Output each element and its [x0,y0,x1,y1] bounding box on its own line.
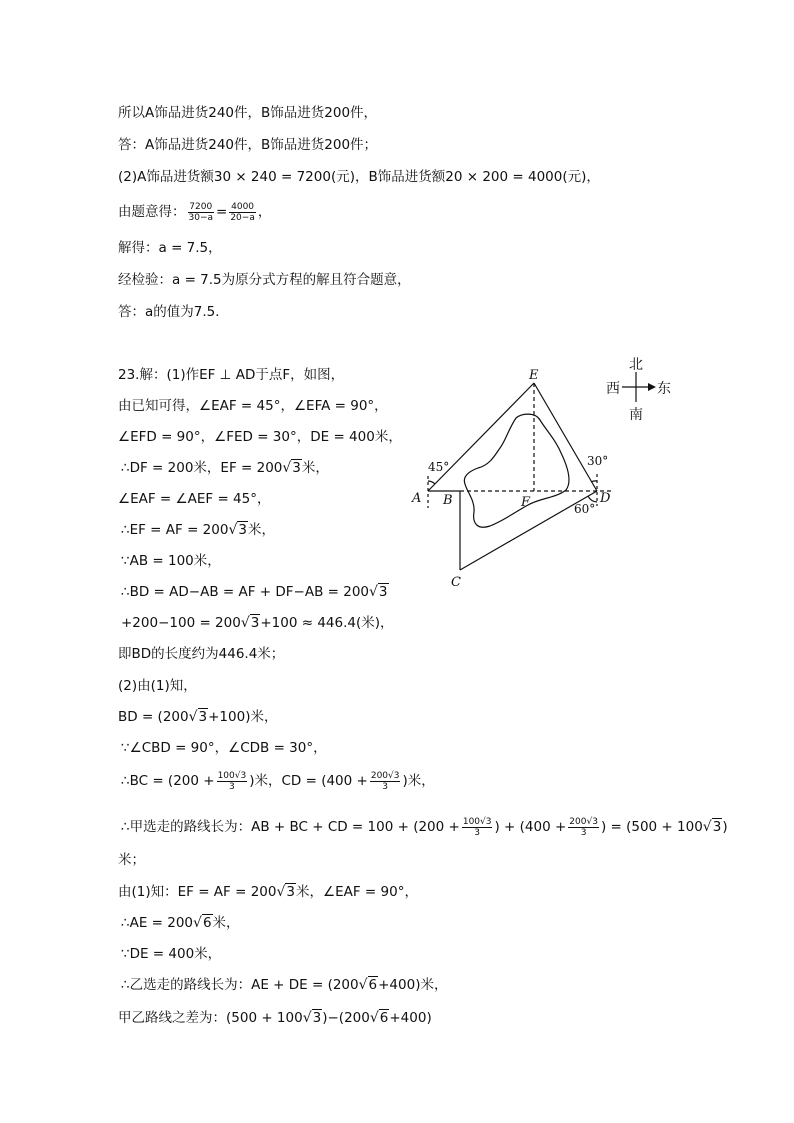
fraction [188,202,215,223]
fraction-denominator: 30−a [188,212,214,223]
fraction-numerator: 4000 [231,201,255,212]
fraction-numerator: 100√3 [217,770,247,781]
text-span: )米， [402,773,435,789]
text-span: )−(200 [322,1010,370,1026]
sqrt-arg: 3 [286,884,295,900]
angle-30-label: 30° [587,454,609,468]
sqrt-arg: 6 [368,977,378,993]
compass-south: 南 [629,407,643,423]
text-span: +100)米， [208,709,278,725]
text-span: ) [722,819,728,835]
text-span: 米， [301,460,329,476]
text-line [121,520,275,540]
label-E: E [529,368,539,383]
text-line: ∵∠CBD = 90°，∠CDB = 30°， [121,740,327,756]
text-span: ∴甲选走的路线长为：AB + BC + CD = 100 + (200 + [121,819,460,835]
sqrt: √6 [358,977,378,993]
lake-outline [464,414,569,527]
sqrt-arg: 3 [292,460,301,476]
fraction [229,202,256,223]
sqrt-arg: 3 [312,1010,322,1026]
text-span: ∴BC = (200 + [121,773,215,789]
text-span: +400)米， [378,977,448,993]
label-C: C [451,575,461,590]
segment-AE [428,383,534,491]
text-span: ， [257,204,272,220]
text-span: ∴BD = AD−AB = AF + DF−AB = 200 [121,584,369,600]
sqrt: √3 [369,584,388,600]
text-span: ∴EF = AF = 200 [121,522,229,538]
text-span: ) = (500 + 100 [600,819,703,835]
text-line: ∠EAF = ∠AEF = 45°， [118,491,271,507]
text-line [121,458,329,478]
compass-north: 北 [629,357,643,373]
sqrt: √3 [240,615,260,631]
text-line [118,707,277,727]
sqrt: √3 [282,460,301,476]
geometry-figure [400,352,620,592]
equation-line [118,197,271,227]
sqrt-arg: 3 [250,615,260,631]
label-A: A [412,491,422,506]
fraction-denominator: 3 [474,827,481,838]
angle-60-label: 60° [574,502,596,516]
text-line [121,613,394,633]
fraction-numerator: 100√3 [462,816,492,827]
fraction [370,771,401,792]
fraction [217,771,248,792]
text-line [121,764,435,798]
text-span: ∴乙选走的路线长为：AE + DE = (200 [121,977,359,993]
text-line: 解得：a = 7.5， [118,240,222,256]
text-span: )米，CD = (400 + [249,773,368,789]
fraction-numerator: 7200 [189,201,213,212]
text-line [118,882,418,902]
sqrt: √3 [188,709,208,725]
sqrt: √6 [193,915,212,931]
text-line: 答：a的值为7.5． [118,304,229,320]
sqrt-arg: 3 [712,819,722,835]
text-span: 由(1)知：EF = AF = 200 [118,884,277,900]
compass-rose [600,352,680,427]
text-line [121,810,728,844]
fraction-numerator: 200√3 [370,770,400,781]
fraction-denominator: 3 [229,781,235,792]
text-line: 由已知可得，∠EAF = 45°，∠EFA = 90°， [118,398,388,414]
sqrt-arg: 3 [378,584,388,600]
text-span: BD = (200 [118,709,189,725]
label-B: B [443,493,453,508]
text-line [121,582,389,602]
angle-arc-30 [591,481,597,482]
text-span: ∴AE = 200 [121,915,194,931]
text-line: 即BD的长度约为446.4米； [118,646,285,662]
sqrt: √3 [276,884,295,900]
label-D: D [600,491,611,506]
sqrt-arg: 3 [198,709,208,725]
sqrt-arg: 6 [202,915,212,931]
compass-west: 西 [606,381,620,397]
text-span: 由题意得： [118,204,186,220]
text-line: 经检验：a = 7.5为原分式方程的解且符合题意， [118,272,411,288]
label-F: F [521,495,531,510]
sqrt: √6 [369,1010,389,1026]
compass-east: 东 [657,381,671,397]
sqrt: √3 [302,1010,322,1026]
text-span: +200−100 = 200 [121,615,241,631]
sqrt: √3 [702,819,722,835]
text-line [121,975,447,995]
text-span: = [216,204,228,220]
text-line: ∵DE = 400米， [121,946,222,962]
text-line: (2)A饰品进货额30 × 240 = 7200(元)，B饰品进货额20 × 200 = 4000(元)， [118,169,600,185]
angle-45-label: 45° [428,460,450,474]
fraction-numerator: 200√3 [569,816,598,827]
text-line [118,1008,432,1028]
text-line: 答：A饰品进货240件，B饰品进货200件； [118,137,378,153]
sqrt-arg: 6 [379,1010,389,1026]
text-line: ∠EFD = 90°，∠FED = 30°，DE = 400米， [118,429,402,445]
fraction [462,817,493,838]
text-span: +400) [389,1010,432,1026]
fraction-denominator: 3 [382,781,389,792]
text-line: 23.解：(1)作EF ⊥ AD于点F，如图， [118,367,345,383]
text-line: (2)由(1)知， [118,678,197,694]
text-line: ∵AB = 100米， [121,553,221,569]
fraction-denominator: 20−a [230,212,255,223]
text-span: ) + (400 + [494,819,567,835]
text-span: +100 ≈ 446.4(米)， [260,615,394,631]
fraction [568,817,599,838]
angle-arc-45 [428,481,435,484]
text-span: 甲乙路线之差为：(500 + 100 [118,1010,303,1026]
segment-ED [534,383,597,491]
text-line [121,913,240,933]
east-arrow-icon [648,383,656,391]
text-span: 米， [212,915,240,931]
fraction-denominator: 3 [580,827,587,838]
sqrt-arg: 3 [238,522,247,538]
text-span: 米， [247,522,275,538]
text-span: 米，∠EAF = 90°， [296,884,418,900]
text-span: ∴DF = 200米，EF = 200 [121,460,283,476]
text-line: 米； [118,852,145,868]
sqrt: √3 [228,522,247,538]
text-line: 所以A饰品进货240件，B饰品进货200件， [118,105,378,121]
